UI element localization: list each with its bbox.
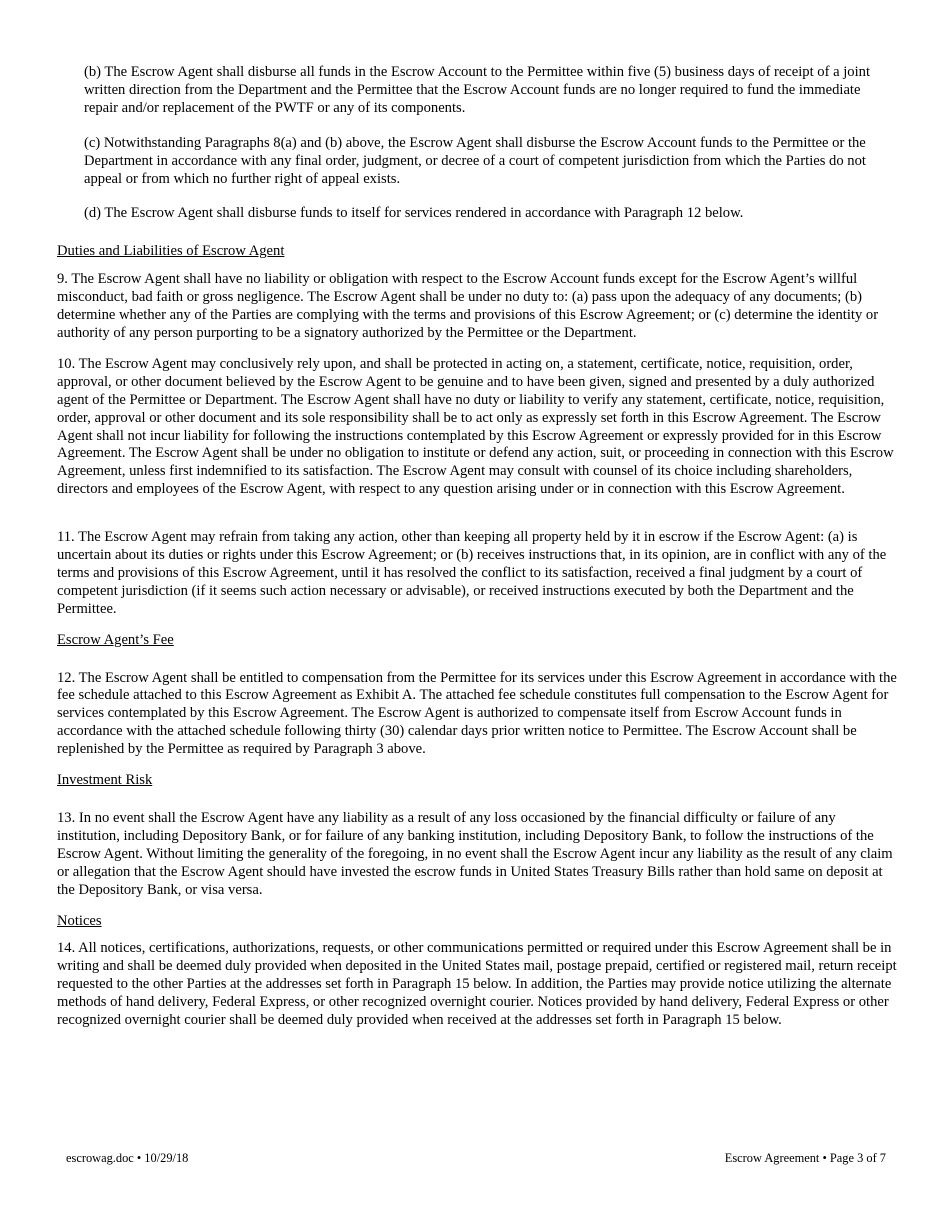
- paragraph-12: 12. The Escrow Agent shall be entitled to compensation from the Permittee for its services under this Escrow Agreement in accordance with the fee schedule attached to this Escrow Agreement as Exhibit A. The attached fee schedule constitutes full compensation to the Escrow Agent for services contemplated by this Escrow Agreement. The Escrow Agent is authorized to compensate itself from Escrow Account funds in accordance with the attached schedule following thirty (30) calendar days prior written notice to Permittee. The Escrow Account shall be replenished by the Permittee as required by Paragraph 3 above.: [57, 669, 897, 758]
- footer-filename-date: escrowag.doc • 10/29/18: [66, 1151, 189, 1165]
- subparagraph-b: (b) The Escrow Agent shall disburse all funds in the Escrow Account to the Permittee within five (5) business days of receipt of a joint written direction from the Department and the Permittee that the Escrow Account funds are no longer required to fund the immediate repair and/or replacement of the PWTF or any of its components.: [84, 64, 870, 116]
- section-heading-investment: Investment Risk: [57, 772, 153, 789]
- document-body: [57, 64, 897, 1043]
- section-heading-duties: Duties and Liabilities of Escrow Agent: [57, 243, 285, 260]
- paragraph-11: 11. The Escrow Agent may refrain from taking any action, other than keeping all property held by it in escrow if the Escrow Agent: (a) is uncertain about its duties or rights under this Escrow Agreement; or (b) receives instructions that, in its opinion, are in conflict with any of the terms and provisions of this Escrow Agreement, until it has resolved the conflict to its satisfaction, received a final judgment by a court of competent jurisdiction (if it seems such action necessary or advisable), or received instructions executed by both the Department and the Permittee.: [57, 529, 887, 617]
- subparagraph-c: (c) Notwithstanding Paragraphs 8(a) and (b) above, the Escrow Agent shall disburse the Escrow Account funds to the Permittee or the Department in accordance with any final order, judgment, or decree of a court of competent jurisdiction from which the Parties do not appeal or from which no further right of appeal exists.: [84, 134, 866, 187]
- paragraph-10: 10. The Escrow Agent may conclusively rely upon, and shall be protected in acting on, a statement, certificate, notice, requisition, order, approval, or other document believed by the Escrow Agent to be genuine and to have been given, signed and presented by a duly authorized agent of the Permittee or Department. The Escrow Agent shall have no duty or liability to verify any statement, certificate, notice, requisition, order, approval or other document and its sole responsibility shall be to act only as expressly set forth in this Escrow Agreement. The Escrow Agent shall not incur liability for following the instructions contemplated by this Escrow Agreement or expressly provided for in this Escrow Agreement. The Escrow Agent shall be under no obligation to institute or defend any action, suit, or proceeding in connection with this Escrow Agreement, unless first indemnified to its satisfaction. The Escrow Agent may consult with counsel of its choice including shareholders, directors and employees of the Escrow Agent, with respect to any question arising under or in connection with this Escrow Agreement.: [57, 355, 894, 498]
- section-heading-notices: Notices: [57, 912, 102, 929]
- paragraph-9: 9. The Escrow Agent shall have no liability or obligation with respect to the Escrow Account funds except for the Escrow Agent’s willful misconduct, bad faith or gross negligence. The Escrow Agent shall be under no duty to: (a) pass upon the adequacy of any documents; (b) determine whether any of the Parties are complying with the terms and provisions of this Escrow Agreement; or (c) determine the identity or authority of any person purporting to be a signatory authorized by the Permittee or the Department.: [57, 271, 879, 341]
- subparagraph-d: (d) The Escrow Agent shall disburse funds to itself for services rendered in accordance with Paragraph 12 below.: [84, 205, 744, 222]
- footer-page-number: Escrow Agreement • Page 3 of 7: [724, 1151, 886, 1165]
- paragraph-13: 13. In no event shall the Escrow Agent have any liability as a result of any loss occasioned by the financial difficulty or failure of any institution, including Depository Bank, or for failure of any banking institution, including Depository Bank, to follow the instructions of the Escrow Agent. Without limiting the generality of the foregoing, in no event shall the Escrow Agent incur any liability as the result of any claim or allegation that the Escrow Agent should have invested the escrow funds in United States Treasury Bills rather than hold same on deposit at the Depository Bank, or visa versa.: [57, 810, 893, 898]
- paragraph-14: 14. All notices, certifications, authorizations, requests, or other communications permitted or required under this Escrow Agreement shall be in writing and shall be deemed duly provided when deposited in the United States mail, postage prepaid, certified or registered mail, return receipt requested to the other Parties at the addresses set forth in Paragraph 15 below. In addition, the Parties may provide notice utilizing the alternate methods of hand delivery, Federal Express, or other recognized overnight courier. Notices provided by hand delivery, Federal Express or other recognized overnight courier shall be deemed duly provided when received at the addresses set forth in Paragraph 15 below.: [57, 940, 897, 1029]
- section-heading-fee: Escrow Agent’s Fee: [57, 631, 174, 648]
